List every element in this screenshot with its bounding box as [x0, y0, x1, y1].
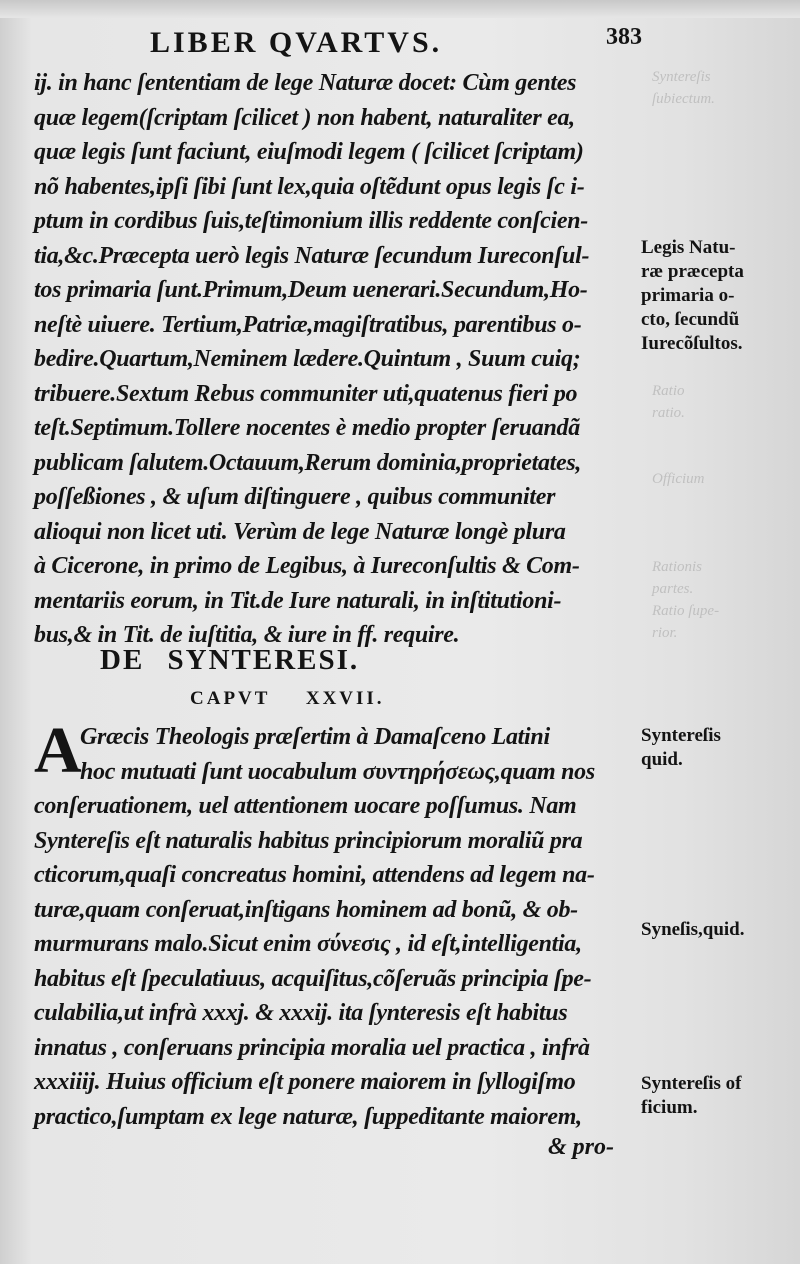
text-line: Græcis Theologis præſertim à Damaſceno Latini	[80, 724, 550, 750]
text-line: bus,& in Tit. de iuſtitia, & iure in ff. require.	[34, 622, 460, 648]
text-line: murmurans malo.Sicut enim σύνεσις , id eſt,intelligentia,	[34, 931, 582, 957]
text-line: alioqui non licet uti. Verùm de lege Naturæ longè plura	[34, 518, 566, 545]
running-title: LIBER QVARTVS.	[150, 26, 443, 59]
text-line: cticorum,quaſi concreatus homini, attendens ad legem na-	[34, 862, 595, 888]
text-line: ij. in hanc ſententiam de lege Naturæ docet: Cùm gentes	[34, 70, 577, 96]
margin-note-line: Syntereſis	[641, 725, 721, 746]
body-text-upper	[34, 66, 634, 653]
text-line: ptum in cordibus ſuis,teſtimonium illis reddente conſcien-	[34, 208, 588, 234]
text-line: xxxiiij. Huius officium eſt ponere maiorem in ſyllogiſmo	[34, 1069, 576, 1095]
catchword: & pro-	[548, 1134, 614, 1160]
show-through-line: Officium	[652, 471, 705, 487]
show-through-line: rior.	[652, 625, 678, 641]
margin-note-line: Iurecõſultos.	[641, 333, 743, 354]
show-through-line: partes.	[652, 581, 694, 597]
text-line: turæ,quam conſeruat,inſtigans hominem ad bonũ, & ob-	[34, 896, 578, 923]
margin-note-line: Syneſis,quid.	[641, 919, 745, 940]
section-title: DE SYNTERESI.	[100, 644, 360, 676]
text-line: poſſeßiones , & uſum diſtinguere , quibus communiter	[34, 484, 556, 510]
text-line: hoc mutuati ſunt uocabulum συντηρήσεως,quam nos	[80, 758, 595, 785]
show-through-text	[652, 66, 792, 110]
show-through-line: Ratio ſupe-	[652, 603, 720, 619]
text-line: culabilia,ut infrà xxxj. & xxxij. ita ſynteresis eſt habitus	[34, 1000, 568, 1026]
show-through-text	[652, 468, 792, 490]
margin-note-synteresis-officium	[641, 1072, 791, 1120]
text-line: mentariis eorum, in Tit.de Iure naturali, in inſtitutioni-	[34, 587, 562, 614]
text-line: tia,&c.Præcepta uerò legis Naturæ ſecundum Iureconſul-	[34, 242, 590, 269]
text-line: publicam ſalutem.Octauum,Rerum dominia,proprietates,	[34, 449, 582, 476]
margin-note-line: ficium.	[641, 1097, 698, 1118]
chapter-heading: CAPVT XXVII.	[190, 688, 385, 709]
text-line: innatus , conſeruans principia moralia uel practica , infrà	[34, 1034, 590, 1061]
show-through-line: Rationis	[652, 559, 703, 575]
text-line: quæ legem(ſcriptam ſcilicet ) non habent, naturaliter ea,	[34, 104, 575, 131]
margin-note-line: Syntereſis of	[641, 1073, 742, 1094]
text-line: habitus eſt ſpeculatiuus, acquiſitus,cõſeruãs principia ſpe-	[34, 965, 592, 992]
show-through-text	[652, 556, 792, 644]
text-line: quæ legis ſunt faciunt, eiuſmodi legem ( ſcilicet ſcriptam)	[34, 139, 584, 165]
text-line: Syntereſis eſt naturalis habitus principiorum moraliũ pra	[34, 827, 583, 854]
text-line: tos primaria ſunt.Primum,Deum uenerari.Secundum,Ho-	[34, 277, 588, 303]
margin-note-line: primaria o-	[641, 285, 735, 306]
margin-note-synesis-quid	[641, 918, 791, 942]
show-through-line: ratio.	[652, 405, 685, 421]
page-number: 383	[606, 24, 642, 50]
margin-note-synteresis-quid	[641, 724, 791, 772]
text-line: bedire.Quartum,Neminem lædere.Quintum , Suum cuiq;	[34, 346, 581, 372]
page-edge-shadow	[0, 0, 800, 18]
margin-note-line: Legis Natu-	[641, 237, 736, 258]
text-line: nõ habentes,ipſi ſibi ſunt lex,quia oſtẽdunt opus legis ſc i-	[34, 173, 585, 200]
page-header	[150, 22, 650, 62]
text-line: conſeruationem, uel attentionem uocare poſſumus. Nam	[34, 793, 577, 819]
text-line: practico,ſumptam ex lege naturæ, ſuppeditante maiorem,	[34, 1103, 582, 1130]
drop-cap: A	[34, 714, 82, 787]
show-through-line: Syntereſis	[652, 69, 711, 85]
margin-note-line: cto, ſecundũ	[641, 309, 740, 330]
text-line: à Cicerone, in primo de Legibus, à Iureconſultis & Com-	[34, 553, 580, 579]
show-through-text	[652, 380, 792, 424]
show-through-line: ſubiectum.	[652, 91, 715, 107]
margin-note-line: quid.	[641, 749, 683, 770]
show-through-line: Ratio	[652, 383, 685, 399]
text-line: neſtè uiuere. Tertium,Patriæ,magiſtratibus, parentibus o-	[34, 311, 582, 338]
text-line: teſt.Septimum.Tollere nocentes è medio propter ſeruandã	[34, 415, 580, 441]
margin-note-legis-naturae	[641, 236, 791, 356]
text-line: tribuere.Sextum Rebus communiter uti,quatenus fieri po	[34, 380, 578, 407]
body-text-lower	[34, 714, 634, 1134]
margin-note-line: ræ præcepta	[641, 261, 744, 282]
